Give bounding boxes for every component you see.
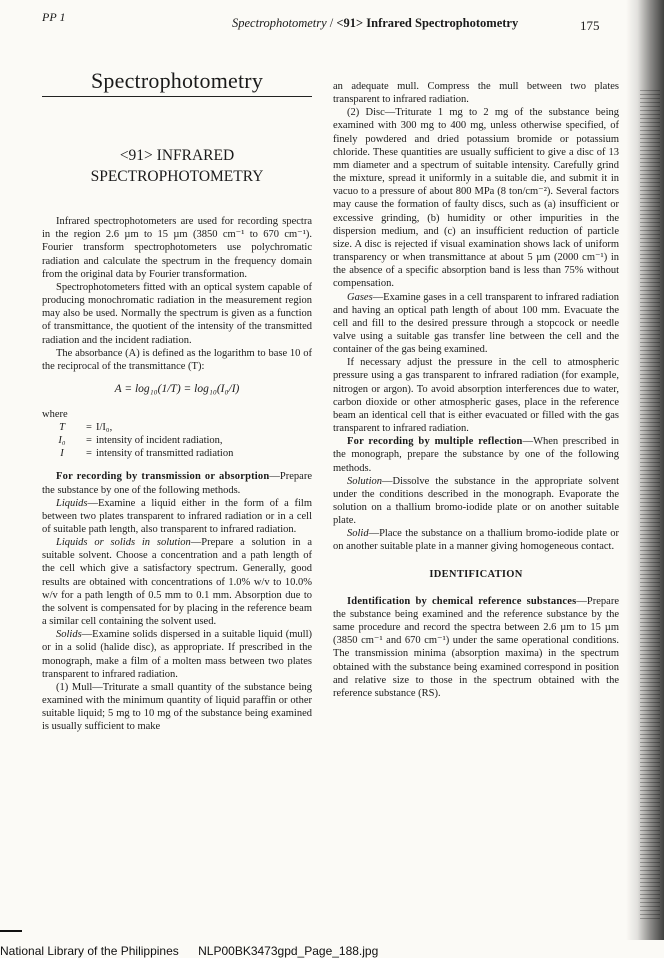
subheading: Liquids [56,497,88,509]
paragraph-text: —Prepare a solution in a suitable solvent. Choose a concentration and a path length of the cell which give a satisfactory spectrum. Generally, good results are obtained with concentrations of 1.0% w/v to 10.0% w/v for a path length of 0.5 mm to 0.1 mm. Absorption due to the solvent is compensated for by placing in the reference beam a similar cell containing the solvent used. [42,537,312,628]
definition: intensity of transmitted radiation [96,448,234,460]
paragraph-text: —Examine a liquid either in the form of a film between two plates transparent to infrared radiation or in a cell of suitable path length, also transparent to infrared radiation. [42,497,312,535]
subheading: Gases [347,291,373,303]
subheading: For recording by multiple reflection [347,436,523,448]
equals: = [86,435,92,447]
paragraph: (2) Disc—Triturate 1 mg to 2 mg of the substance being examined with 300 mg to 400 mg, unless otherwise specified, of finely powdered and dried potassium bromide or potassium chloride. These quantities are usually sufficient to give a disc of 13 mm diameter and a spectrum of suitable intensity. Carefully grind the mixture, spread it uniformly in a suitable die, and submit it in vacuo to a pressure of about 800 MPa (8 ton/cm⁻²). Several factors may cause the formation of faulty discs, such as (a) insufficient or excessive grinding, (b) humidity or other impurities in the dispersion medium, and (c) an insufficient reduction of particle size. A disc is rejected if visual examination shows lack of uniform transparency or when transmittance at about 5 µm (2000 cm⁻¹) in the absence of a specific absorption band is less than 75% without compensation. [333,107,619,290]
paragraph [333,595,619,700]
running-header [232,16,518,31]
paragraph [42,470,312,496]
left-column [42,66,312,733]
footer-library: National Library of the Philippines [0,944,179,958]
subheading: Liquids or solids in solution [56,537,191,549]
chapter-title-line1: <91> INFRARED [119,147,235,165]
paragraph: The absorbance (A) is defined as the logarithm to base 10 of the reciprocal of the transmittance (T): [42,347,312,372]
paragraph-text: —When prescribed in the monograph, prepare the substance by one of the following methods. [333,436,619,474]
section-title: Spectrophotometry [90,68,264,93]
paragraph: Infrared spectrophotometers are used for recording spectra in the region 2.6 µm to 15 µm (3850 cm⁻¹ to 670 cm⁻¹). Fourier transform spectrophotometers use polychromatic radiation and calculate the spectrum in the frequency domain from the original data by Fourier transformation. [42,216,312,280]
section-rule [42,96,312,97]
symbol: I [60,448,64,460]
definition: intensity of incident radiation, [96,435,223,447]
identification-heading: IDENTIFICATION [429,568,523,580]
paragraph-text: —Prepare the substance by one of the following methods. [42,471,312,496]
paragraph [333,291,619,357]
footer [0,944,394,958]
header-mark: PP 1 [42,10,66,24]
binding-edge [640,90,660,920]
paragraph [333,527,619,553]
right-column [333,80,619,700]
subheading: Identification by chemical reference substances [347,595,577,607]
definition-row [42,434,312,447]
definition-row [42,421,312,434]
paragraph [42,497,312,536]
absorbance-equation: A = log₁₀(1/T) = log₁₀(I₀/I) [114,383,240,396]
header-separator: / [326,16,337,30]
symbol: T [59,422,65,434]
footer-filename: NLP00BK3473gpd_Page_188.jpg [198,944,379,958]
page-number: 175 [580,18,600,33]
subheading: Solid [347,528,369,540]
paragraph: If necessary adjust the pressure in the cell to atmospheric pressure using a gas transparent to infrared radiation (for example, nitrogen or argon). To avoid absorption interferences due to water, carbon dioxide or other atmospheric gases, place in the reference beam an identical cell that is either evacuated or filled with the gas transparent to infrared radiation. [333,357,619,435]
subheading: Solids [56,629,82,641]
paragraph [333,435,619,474]
definition-row [42,447,312,460]
equals: = [86,448,92,460]
header-italic: Spectrophotometry [232,16,327,30]
paragraph: (1) Mull—Triturate a small quantity of the substance being examined with the minimum quantity of liquid paraffin or other suitable liquid; 5 mg to 10 mg of the substance being examined is usually sufficient to make [42,681,312,733]
paragraph [42,628,312,681]
paragraph [42,536,312,628]
paragraph-text: —Examine gases in a cell transparent to infrared radiation and having an optical path length of about 100 mm. Evacuate the cell and fill to the desired pressure through a stopcock or needle valve using a suitable gas transfer line between the cell and the container of the gas being examined. [333,291,619,356]
paragraph-text: —Place the substance on a thallium bromo-iodide plate or on another suitable plate in a manner giving homogeneous contact. [333,528,619,553]
paragraph-text: —Dissolve the substance in the appropriate solvent under the conditions described in the monograph. Evaporate the solution on a thallium bromo-iodide plate or on another suitable plate. [333,475,619,527]
paragraph [333,475,619,528]
subheading: Solution [347,475,383,487]
equals: = [86,422,92,434]
paragraph: an adequate mull. Compress the mull between two plates transparent to infrared radiation. [333,81,619,106]
paragraph: Spectrophotometers fitted with an optical system capable of producing monochromatic radiation in the measurement region may also be used. Normally the spectrum is given as a function of transmittance, the quotient of the intensity of the transmitted radiation and the incident radiation. [42,281,312,346]
footer-rule [0,930,22,932]
definition: I/I₀, [96,422,113,434]
paragraph-text: —Prepare the substance being examined and the reference substance by the same procedure and record the spectra between 2.6 µm to 15 µm (3850 cm⁻¹ and 670 cm⁻¹) under the same operational conditions. The transmission minima (absorption maxima) in the spectrum obtained with the substance being examined correspond in position and relative size to those in the spectrum obtained with the reference substance (RS). [333,595,619,699]
subheading: For recording by transmission or absorption [56,471,270,483]
paragraph-text: —Examine solids dispersed in a suitable liquid (mull) or in a solid (halide disc), as appropriate. If prescribed in the monograph, make a film of a molten mass between two plates transparent to infrared radiation. [42,629,312,680]
header-bold: <91> Infrared Spectrophotometry [336,16,519,30]
chapter-title [42,145,312,187]
symbol: I₀ [58,435,66,447]
where-label: where [42,409,68,421]
chapter-title-line2: SPECTROPHOTOMETRY [90,168,264,186]
